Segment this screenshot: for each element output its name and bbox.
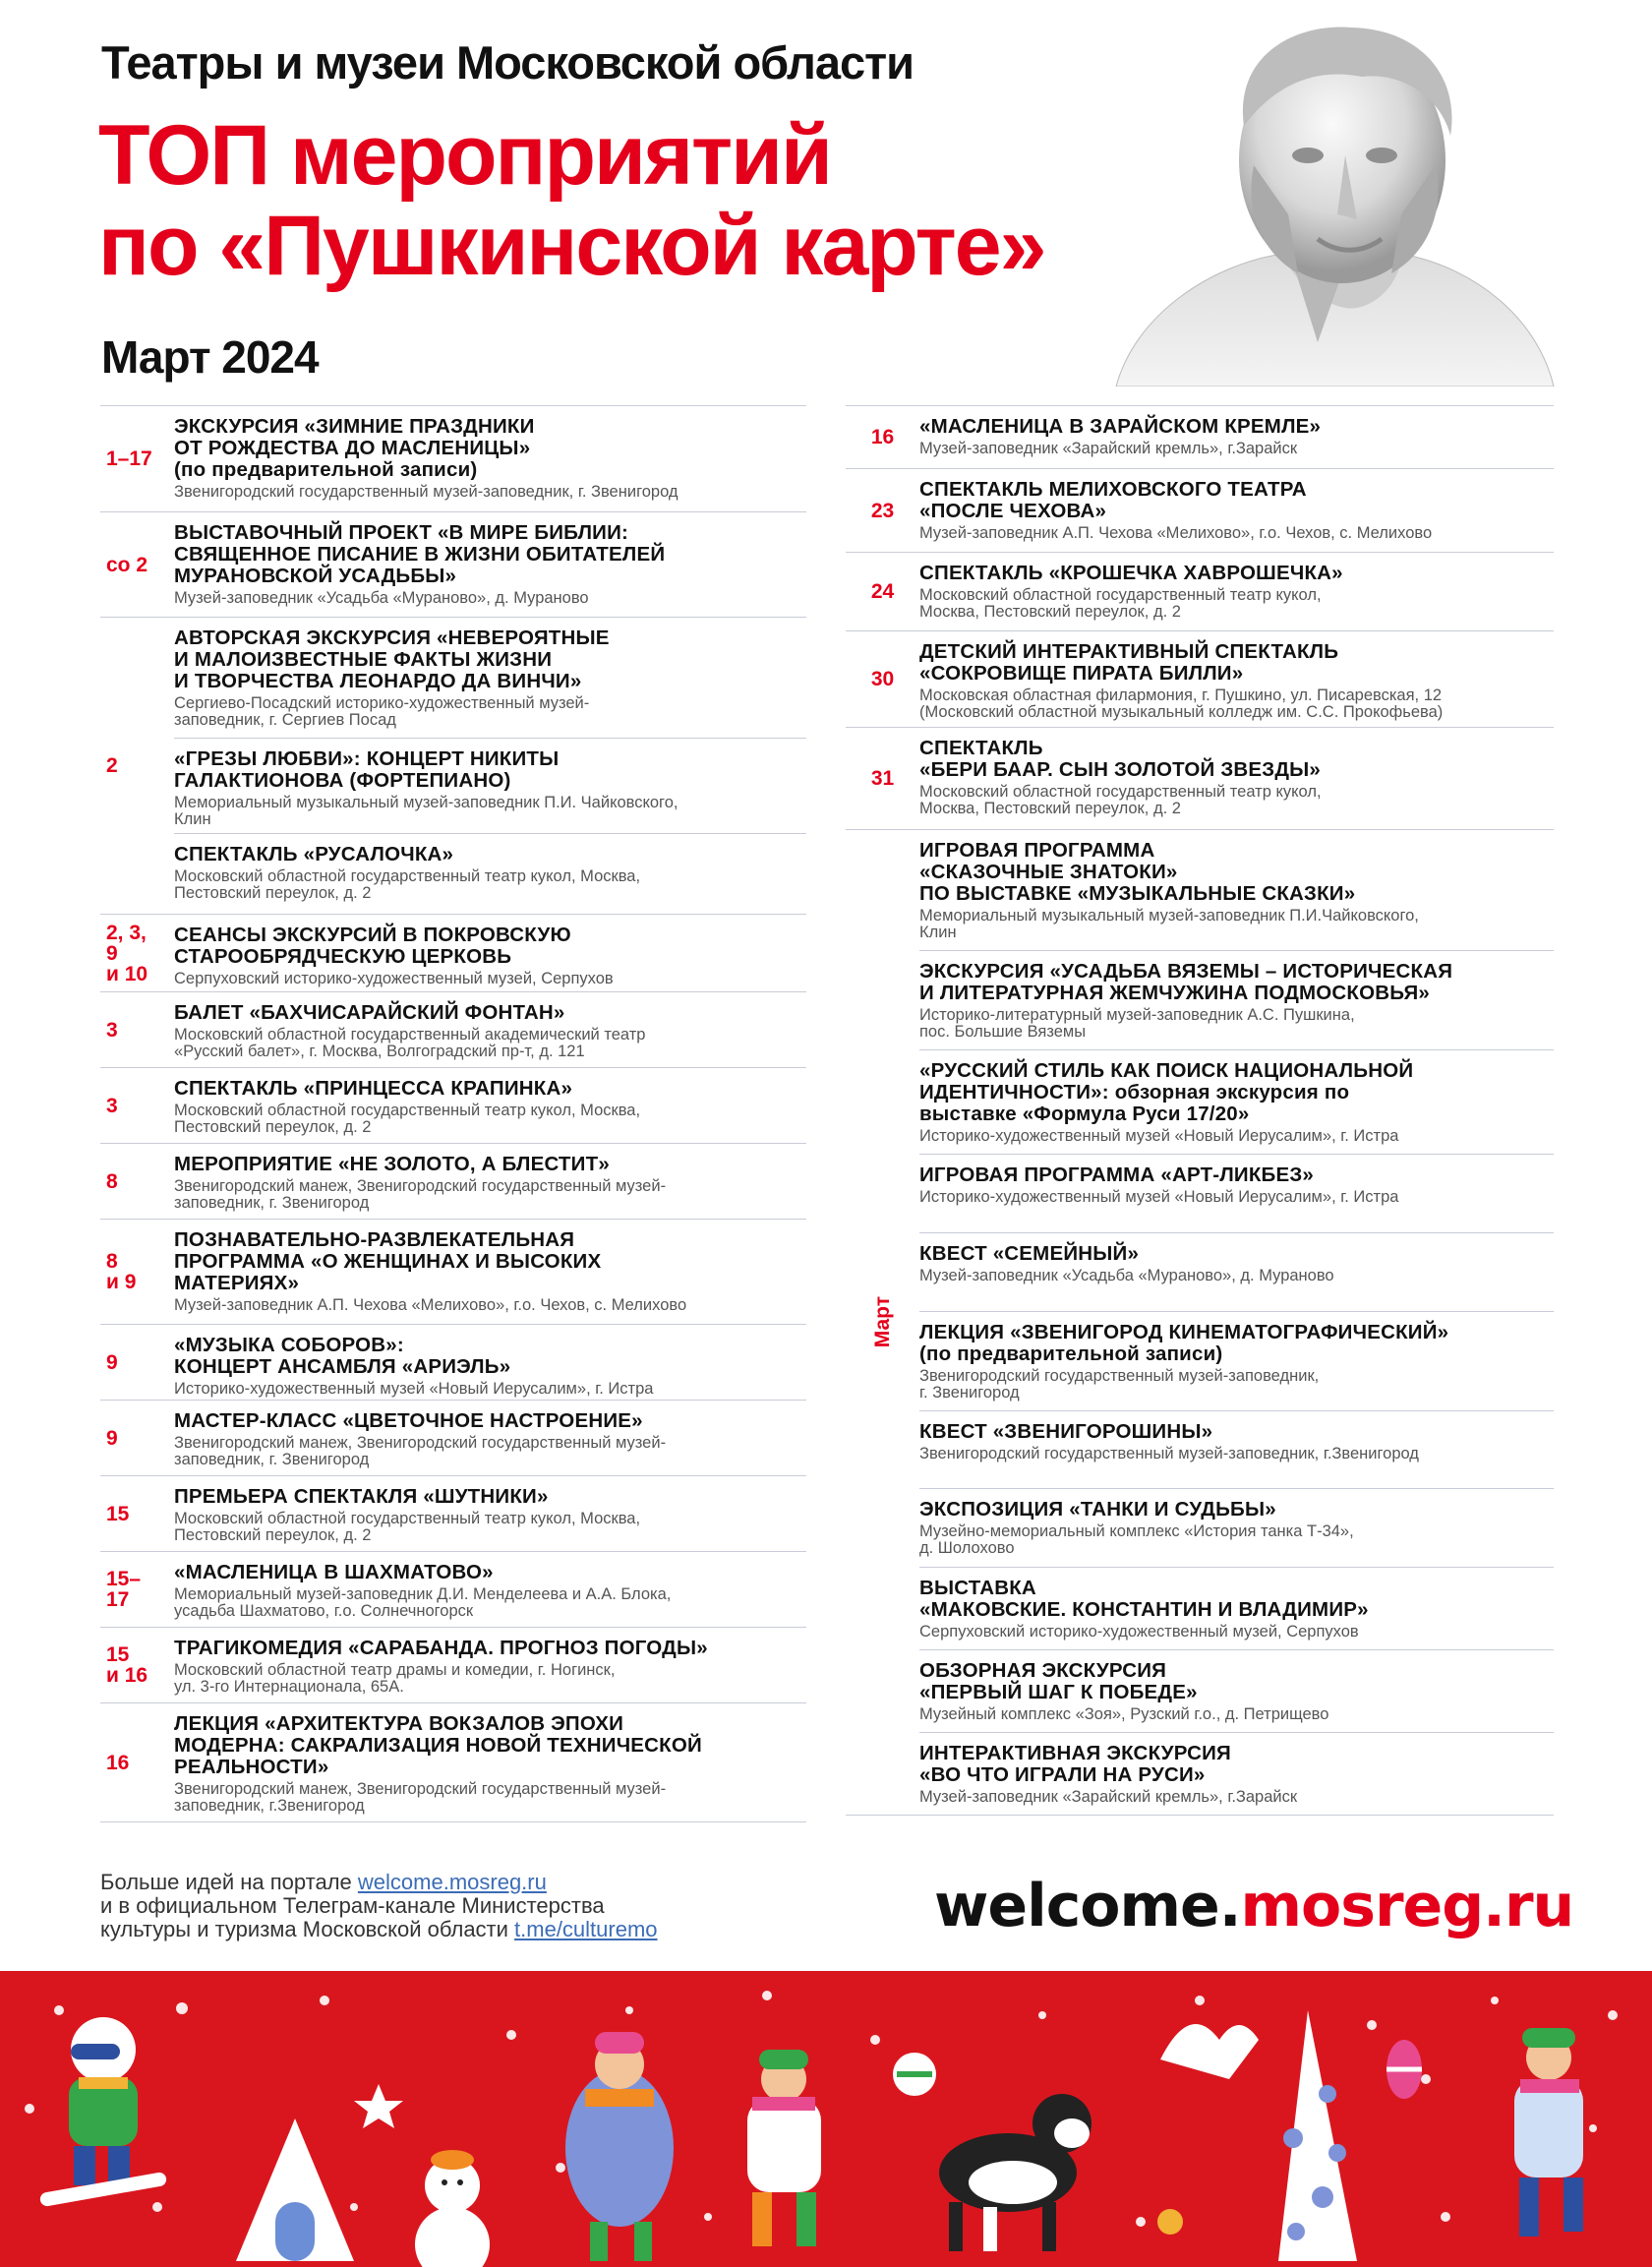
venue-line: Москва, Пестовский переулок, д. 2 (919, 603, 1181, 621)
event-venue (919, 1706, 1554, 1723)
event (174, 738, 806, 833)
venue-line: Московский областной государственный театр кукол, (919, 783, 1322, 801)
footer-line-1 (100, 1871, 789, 1894)
title-line: ТРАГИКОМЕДИЯ «САРАБАНДА. ПРОГНОЗ ПОГОДЫ» (174, 1637, 708, 1659)
footer-text: культуры и туризма Московской области (100, 1917, 515, 1941)
event-row (100, 1475, 806, 1551)
page-subtitle: Театры и музеи Московской области (101, 36, 914, 89)
event-title (919, 1060, 1554, 1125)
title-line: ВЫСТАВОЧНЫЙ ПРОЕКТ «В МИРЕ БИБЛИИ: (174, 521, 629, 544)
title-line: КВЕСТ «СЕМЕЙНЫЙ» (919, 1241, 1140, 1265)
title-line: «ГРЕЗЫ ЛЮБВИ»: КОНЦЕРТ НИКИТЫ (174, 747, 560, 770)
date-line: и 9 (106, 1271, 137, 1293)
title-line: СПЕКТАКЛЬ «ПРИНЦЕССА КРАПИНКА» (174, 1077, 573, 1100)
event (919, 1311, 1554, 1410)
title-line: «МАСЛЕНИЦА В ШАХМАТОВО» (174, 1561, 494, 1583)
brand-part-1: welcome. (934, 1872, 1241, 1940)
venue-line: Историко-литературный музей-заповедник А.С. Пушкина, (919, 1006, 1355, 1024)
telegram-link[interactable]: t.me/culturemo (514, 1917, 658, 1941)
venue-line: усадьба Шахматово, г.о. Солнечногорск (174, 1602, 474, 1620)
husky-dog (939, 2094, 1092, 2251)
venue-line: Музейно-мемориальный комплекс «История танка Т-34», (919, 1522, 1354, 1541)
event-title (174, 522, 806, 587)
event-date: 9 (106, 1426, 118, 1450)
event-venue (174, 1027, 806, 1060)
event (919, 1488, 1554, 1567)
event (174, 1552, 806, 1627)
event-title (174, 1410, 806, 1432)
event-venue (919, 1624, 1554, 1641)
child-skater-right (1514, 2028, 1583, 2237)
event-title (919, 563, 1554, 584)
venue-line: Московский областной государственный театр кукол, Москва, (174, 867, 641, 885)
event (919, 950, 1554, 1049)
event-venue (174, 1511, 806, 1544)
rooster-weathervane (1160, 2024, 1259, 2079)
event (174, 833, 806, 914)
date-line: 8 (106, 1250, 118, 1273)
venue-line: «Русский балет», г. Москва, Волгоградский пр-т, д. 121 (174, 1043, 585, 1060)
date-line: 15– (106, 1568, 142, 1590)
event-venue (174, 1781, 806, 1815)
event-venue (919, 1789, 1554, 1806)
title-line: «МАСЛЕНИЦА В ЗАРАЙСКОМ КРЕМЛЕ» (919, 415, 1322, 438)
venue-line: Музей-заповедник «Усадьба «Мураново», д. Мураново (174, 589, 589, 607)
event (919, 553, 1554, 630)
event-title (174, 1154, 806, 1175)
title-line: ВЫСТАВКА (919, 1577, 1036, 1599)
venue-line: Московская областная филармония, г. Пушкино, ул. Писаревская, 12 (919, 686, 1443, 704)
title-line: ИГРОВАЯ ПРОГРАММА (919, 839, 1155, 862)
event-row (846, 552, 1554, 630)
event-date (100, 1552, 174, 1627)
event-title (174, 844, 806, 865)
event-group (919, 830, 1554, 1815)
title-line: МАСТЕР-КЛАСС «ЦВЕТОЧНОЕ НАСТРОЕНИЕ» (174, 1409, 643, 1432)
title-line: КВЕСТ «ЗВЕНИГОРОШИНЫ» (919, 1419, 1213, 1443)
event-date (100, 1220, 174, 1324)
venue-line: заповедник, г. Сергиев Посад (174, 711, 396, 729)
title-line: ОБЗОРНАЯ ЭКСКУРСИЯ (919, 1659, 1167, 1682)
event-venue (919, 687, 1554, 721)
event-date: 16 (870, 426, 895, 448)
event-venue (919, 908, 1554, 941)
event (174, 1068, 806, 1143)
event-venue (919, 525, 1554, 542)
event-venue (174, 1435, 806, 1468)
date-line: 17 (106, 1588, 130, 1611)
event (919, 1732, 1554, 1815)
event-date (100, 915, 174, 991)
month-vertical-label: Март (871, 1296, 894, 1348)
title-line: И ТВОРЧЕСТВА ЛЕОНАРДО ДА ВИНЧИ» (174, 670, 582, 692)
event-venue (174, 484, 806, 501)
title-line-1: ТОП мероприятий (98, 108, 831, 203)
event (174, 1144, 806, 1219)
title-line: ЭКСКУРСИЯ «УСАДЬБА ВЯЗЕМЫ – ИСТОРИЧЕСКАЯ (919, 960, 1453, 983)
footer-note (100, 1871, 789, 1941)
event (174, 1220, 806, 1324)
title-line: АВТОРСКАЯ ЭКСКУРСИЯ «НЕВЕРОЯТНЫЕ (174, 626, 610, 649)
event-venue (174, 1662, 806, 1696)
title-line: «МУЗЫКА СОБОРОВ»: (174, 1334, 404, 1356)
venue-line: Московский областной государственный академический театр (174, 1026, 646, 1044)
title-line: ПРОГРАММА «О ЖЕНЩИНАХ И ВЫСОКИХ (174, 1250, 602, 1273)
venue-line: пос. Большие Вяземы (919, 1023, 1087, 1041)
title-line: «СОКРОВИЩЕ ПИРАТА БИЛЛИ» (919, 662, 1244, 685)
events-right-column (846, 405, 1554, 1816)
event-date (100, 1628, 174, 1702)
event-row (846, 630, 1554, 727)
event-venue (919, 441, 1554, 457)
event (174, 1703, 806, 1821)
event-date: со 2 (106, 553, 148, 576)
event-venue (174, 1103, 806, 1136)
brand-part-2: mosreg.ru (1240, 1872, 1574, 1940)
event-date: 3 (106, 1094, 118, 1117)
event-title (919, 1164, 1554, 1186)
child-snowboarder (39, 2017, 167, 2207)
event-title (919, 641, 1554, 685)
date-line: 2, 3, (106, 921, 147, 944)
title-line: КОНЦЕРТ АНСАМБЛЯ «АРИЭЛЬ» (174, 1355, 511, 1378)
event-row (846, 727, 1554, 829)
event-title (174, 1335, 806, 1378)
event-date: 31 (870, 767, 895, 790)
event-row (100, 1551, 806, 1627)
event (919, 406, 1554, 468)
event-row (100, 1067, 806, 1143)
venue-line: Московский областной театр драмы и комедии, г. Ногинск, (174, 1661, 616, 1679)
event-venue (174, 695, 806, 729)
event-venue (174, 1586, 806, 1620)
event-date: 23 (870, 499, 895, 522)
event-title (919, 1243, 1554, 1265)
pushkin-bust-image (1106, 18, 1559, 387)
event (174, 1628, 806, 1702)
page-title (98, 110, 1044, 291)
event-title (174, 416, 806, 481)
title-line: ЛЕКЦИЯ «АРХИТЕКТУРА ВОКЗАЛОВ ЭПОХИ (174, 1712, 624, 1735)
event-group (174, 618, 806, 914)
title-line: БАЛЕТ «БАХЧИСАРАЙСКИЙ ФОНТАН» (174, 1001, 565, 1024)
event-title (174, 748, 806, 792)
event-venue (174, 1178, 806, 1212)
venue-line: Музей-заповедник А.П. Чехова «Мелихово», г.о. Чехов, с. Мелихово (174, 1296, 687, 1314)
winter-illustration-banner (0, 1971, 1652, 2267)
venue-line: Звенигородский государственный музей-заповедник, г.Звенигород (919, 1444, 1419, 1462)
event-venue (174, 795, 806, 828)
event (174, 915, 806, 991)
event-date: 15 (106, 1502, 130, 1525)
event (174, 1476, 806, 1551)
event-date: 16 (106, 1751, 130, 1774)
title-line: СТАРООБРЯДЧЕСКУЮ ЦЕРКОВЬ (174, 945, 512, 968)
title-line: (по предварительной записи) (174, 458, 478, 481)
title-line: И МАЛОИЗВЕСТНЫЕ ФАКТЫ ЖИЗНИ (174, 648, 553, 671)
event-venue (919, 784, 1554, 817)
portal-link[interactable]: welcome.mosreg.ru (357, 1870, 547, 1894)
event (174, 1401, 806, 1475)
date-line: и 10 (106, 962, 148, 985)
title-line: (по предварительной записи) (919, 1342, 1223, 1365)
venue-line: Сергиево-Посадский историко-художественный музей- (174, 694, 590, 712)
venue-line: Московский областной государственный театр кукол, Москва, (174, 1510, 641, 1527)
event (919, 1649, 1554, 1732)
venue-line: Московский областной государственный театр кукол, Москва, (174, 1102, 641, 1119)
event (919, 1154, 1554, 1232)
title-line: РЕАЛЬНОСТИ» (174, 1756, 329, 1778)
event (919, 1232, 1554, 1311)
event-venue (919, 1446, 1554, 1462)
event-venue (919, 1268, 1554, 1284)
event (919, 469, 1554, 552)
child-skating (565, 2032, 674, 2261)
title-line: «БЕРИ БААР. СЫН ЗОЛОТОЙ ЗВЕЗДЫ» (919, 758, 1322, 781)
venue-line: Звенигородский манеж, Звенигородский государственный музей- (174, 1177, 667, 1195)
event-venue (174, 1381, 806, 1398)
event (919, 1567, 1554, 1649)
venue-line: Историко-художественный музей «Новый Иерусалим», г. Истра (919, 1188, 1399, 1206)
event-title (174, 1638, 806, 1659)
title-line: СПЕКТАКЛЬ (919, 737, 1043, 759)
event-venue (919, 1189, 1554, 1206)
title-line: выставке «Формула Руси 17/20» (919, 1103, 1250, 1125)
event-title (919, 479, 1554, 522)
event-row (100, 1702, 806, 1822)
event-row (100, 511, 806, 617)
venue-line: Мемориальный музей-заповедник Д.И. Менделеева и А.А. Блока, (174, 1585, 672, 1603)
event-title (174, 1002, 806, 1024)
event-date: 1–17 (106, 447, 152, 470)
event-title (919, 1421, 1554, 1443)
title-line: ГАЛАКТИОНОВА (ФОРТЕПИАНО) (174, 769, 511, 792)
footer-line-3 (100, 1918, 789, 1941)
title-line: МАТЕРИЯХ» (174, 1272, 300, 1294)
event (174, 1325, 806, 1400)
event-row (100, 1143, 806, 1219)
event-date (846, 830, 919, 1815)
event-row (100, 1627, 806, 1702)
venue-line: Музей-заповедник «Зарайский кремль», г.Зарайск (919, 440, 1298, 457)
title-line: ЛЕКЦИЯ «ЗВЕНИГОРОД КИНЕМАТОГРАФИЧЕСКИЙ» (919, 1320, 1449, 1343)
event (919, 830, 1554, 950)
date-line: и 16 (106, 1664, 148, 1687)
event (919, 1049, 1554, 1154)
title-line: «СКАЗОЧНЫЕ ЗНАТОКИ» (919, 861, 1178, 883)
event-venue (174, 868, 806, 902)
venue-line: Серпуховский историко-художественный музей, Серпухов (174, 970, 614, 987)
child-running (747, 2050, 821, 2246)
event-date: 3 (106, 1018, 118, 1042)
event (174, 406, 806, 511)
venue-line: Историко-художественный музей «Новый Иерусалим», г. Истра (919, 1127, 1399, 1145)
event-venue (174, 971, 806, 987)
event-date: 24 (870, 580, 895, 603)
venue-line: Музейный комплекс «Зоя», Рузский г.о., д. Петрищево (919, 1705, 1329, 1723)
event (174, 512, 806, 617)
venue-line: Историко-художественный музей «Новый Иерусалим», г. Истра (174, 1380, 654, 1398)
title-line: СПЕКТАКЛЬ «КРОШЕЧКА ХАВРОШЕЧКА» (919, 562, 1343, 584)
event-row-group (100, 617, 806, 914)
event-venue (919, 1523, 1554, 1557)
brand-logo (934, 1872, 1573, 1940)
venue-line: г. Звенигород (919, 1383, 1020, 1402)
venue-line: Музей-заповедник А.П. Чехова «Мелихово», г.о. Чехов, с. Мелихово (919, 524, 1433, 542)
event-title (919, 1743, 1554, 1786)
event-date: 2 (106, 754, 118, 777)
venue-line: Мемориальный музыкальный музей-заповедник П.И.Чайковского, (919, 907, 1419, 925)
event-venue (919, 587, 1554, 621)
title-line: ДЕТСКИЙ ИНТЕРАКТИВНЫЙ СПЕКТАКЛЬ (919, 640, 1339, 663)
title-line: «ПОСЛЕ ЧЕХОВА» (919, 500, 1107, 522)
event-row (846, 405, 1554, 468)
event (174, 618, 806, 738)
event-row-group (846, 829, 1554, 1816)
venue-line: заповедник, г.Звенигород (174, 1797, 365, 1815)
title-line: ИДЕНТИЧНОСТИ»: обзорная экскурсия по (919, 1081, 1350, 1104)
event-venue (174, 1297, 806, 1314)
title-line: И ЛИТЕРАТУРНАЯ ЖЕМЧУЖИНА ПОДМОСКОВЬЯ» (919, 982, 1430, 1004)
event-venue (174, 590, 806, 607)
month-heading: Март 2024 (101, 331, 319, 383)
venue-line: заповедник, г. Звенигород (174, 1194, 370, 1212)
winter-illustration (0, 1971, 1652, 2267)
event-title (174, 1562, 806, 1583)
title-line: МЕРОПРИЯТИЕ «НЕ ЗОЛОТО, А БЛЕСТИТ» (174, 1153, 610, 1175)
venue-line: Пестовский переулок, д. 2 (174, 1118, 372, 1136)
event-title (919, 738, 1554, 781)
date-line: 9 (106, 941, 118, 965)
venue-line: Звенигородский манеж, Звенигородский государственный музей- (174, 1434, 667, 1452)
title-line: ИГРОВАЯ ПРОГРАММА «АРТ-ЛИКБЕЗ» (919, 1163, 1314, 1186)
event-row (100, 1400, 806, 1475)
venue-line: заповедник, г. Звенигород (174, 1451, 370, 1468)
event-title (919, 1660, 1554, 1703)
venue-line: ул. 3-го Интернационала, 65А. (174, 1678, 404, 1696)
event-venue (919, 1128, 1554, 1145)
event-title (919, 961, 1554, 1004)
event (919, 1410, 1554, 1489)
title-line: ЭКСПОЗИЦИЯ «ТАНКИ И СУДЬБЫ» (919, 1498, 1276, 1521)
event-title (174, 925, 806, 968)
venue-line: Клин (174, 810, 211, 828)
event-date: 30 (870, 668, 895, 690)
venue-line: д. Шолохово (919, 1539, 1015, 1558)
event-title (919, 840, 1554, 905)
title-line: ПО ВЫСТАВКЕ «МУЗЫКАЛЬНЫЕ СКАЗКИ» (919, 882, 1356, 905)
event-row (100, 914, 806, 991)
venue-line: Москва, Пестовский переулок, д. 2 (919, 800, 1181, 817)
venue-line: Мемориальный музыкальный музей-заповедник П.И. Чайковского, (174, 794, 678, 811)
title-line: МУРАНОВСКОЙ УСАДЬБЫ» (174, 565, 457, 587)
event-title (174, 1078, 806, 1100)
venue-line: Звенигородский манеж, Звенигородский государственный музей- (174, 1780, 667, 1798)
venue-line: Звенигородский государственный музей-заповедник, (919, 1366, 1320, 1385)
event-row (100, 1219, 806, 1324)
venue-line: Музей-заповедник «Усадьба «Мураново», д. Мураново (919, 1266, 1334, 1284)
title-line: СПЕКТАКЛЬ «РУСАЛОЧКА» (174, 843, 454, 865)
title-line: «МАКОВСКИЕ. КОНСТАНТИН И ВЛАДИМИР» (919, 1598, 1369, 1621)
event (174, 992, 806, 1067)
title-line-2: по «Пушкинской карте» (98, 199, 1045, 293)
event-title (174, 1229, 806, 1294)
events-left-column (100, 405, 806, 1822)
venue-line: (Московский областной музыкальный колледж им. С.С. Прокофьева) (919, 703, 1444, 721)
title-line: ПОЗНАВАТЕЛЬНО-РАЗВЛЕКАТЕЛЬНАЯ (174, 1228, 575, 1251)
event-title (919, 1578, 1554, 1621)
venue-line: Музей-заповедник «Зарайский кремль», г.Зарайск (919, 1788, 1298, 1806)
venue-line: Звенигородский государственный музей-заповедник, г. Звенигород (174, 483, 678, 501)
footer-line-2: и в официальном Телеграм-канале Министерства (100, 1893, 605, 1918)
snowman (415, 2150, 490, 2267)
title-line: СВЯЩЕННОЕ ПИСАНИЕ В ЖИЗНИ ОБИТАТЕЛЕЙ (174, 543, 666, 566)
title-line: МОДЕРНА: САКРАЛИЗАЦИЯ НОВОЙ ТЕХНИЧЕСКОЙ (174, 1734, 702, 1757)
footer-text: Больше идей на портале (100, 1870, 358, 1894)
event-row (100, 991, 806, 1067)
venue-line: Пестовский переулок, д. 2 (174, 884, 372, 902)
event-title (919, 1322, 1554, 1365)
title-line: ОТ РОЖДЕСТВА ДО МАСЛЕНИЦЫ» (174, 437, 531, 459)
event-date: 8 (106, 1169, 118, 1193)
title-line: СПЕКТАКЛЬ МЕЛИХОВСКОГО ТЕАТРА (919, 478, 1307, 501)
title-line: «РУССКИЙ СТИЛЬ КАК ПОИСК НАЦИОНАЛЬНОЙ (919, 1059, 1414, 1082)
event-date: 9 (106, 1350, 118, 1374)
venue-line: Пестовский переулок, д. 2 (174, 1526, 372, 1544)
event-venue (919, 1007, 1554, 1041)
venue-line: Серпуховский историко-художественный музей, Серпухов (919, 1623, 1359, 1641)
event (919, 728, 1554, 829)
event-row (100, 1324, 806, 1400)
title-line: «ПЕРВЫЙ ШАГ К ПОБЕДЕ» (919, 1681, 1198, 1703)
venue-line: Клин (919, 924, 957, 941)
event-venue (919, 1368, 1554, 1402)
title-line: «ВО ЧТО ИГРАЛИ НА РУСИ» (919, 1763, 1206, 1786)
date-line: 15 (106, 1643, 130, 1666)
title-line: ЭКСКУРСИЯ «ЗИМНИЕ ПРАЗДНИКИ (174, 415, 535, 438)
event-title (174, 1713, 806, 1778)
title-line: СЕАНСЫ ЭКСКУРСИЙ В ПОКРОВСКУЮ (174, 924, 571, 946)
event-title (919, 1499, 1554, 1521)
venue-line: Московский областной государственный театр кукол, (919, 586, 1322, 604)
event-title (174, 1486, 806, 1508)
event-row (100, 405, 806, 511)
event (919, 631, 1554, 727)
title-line: ИНТЕРАКТИВНАЯ ЭКСКУРСИЯ (919, 1742, 1231, 1764)
event-row (846, 468, 1554, 552)
title-line: ПРЕМЬЕРА СПЕКТАКЛЯ «ШУТНИКИ» (174, 1485, 549, 1508)
event-title (174, 627, 806, 692)
event-title (919, 416, 1554, 438)
